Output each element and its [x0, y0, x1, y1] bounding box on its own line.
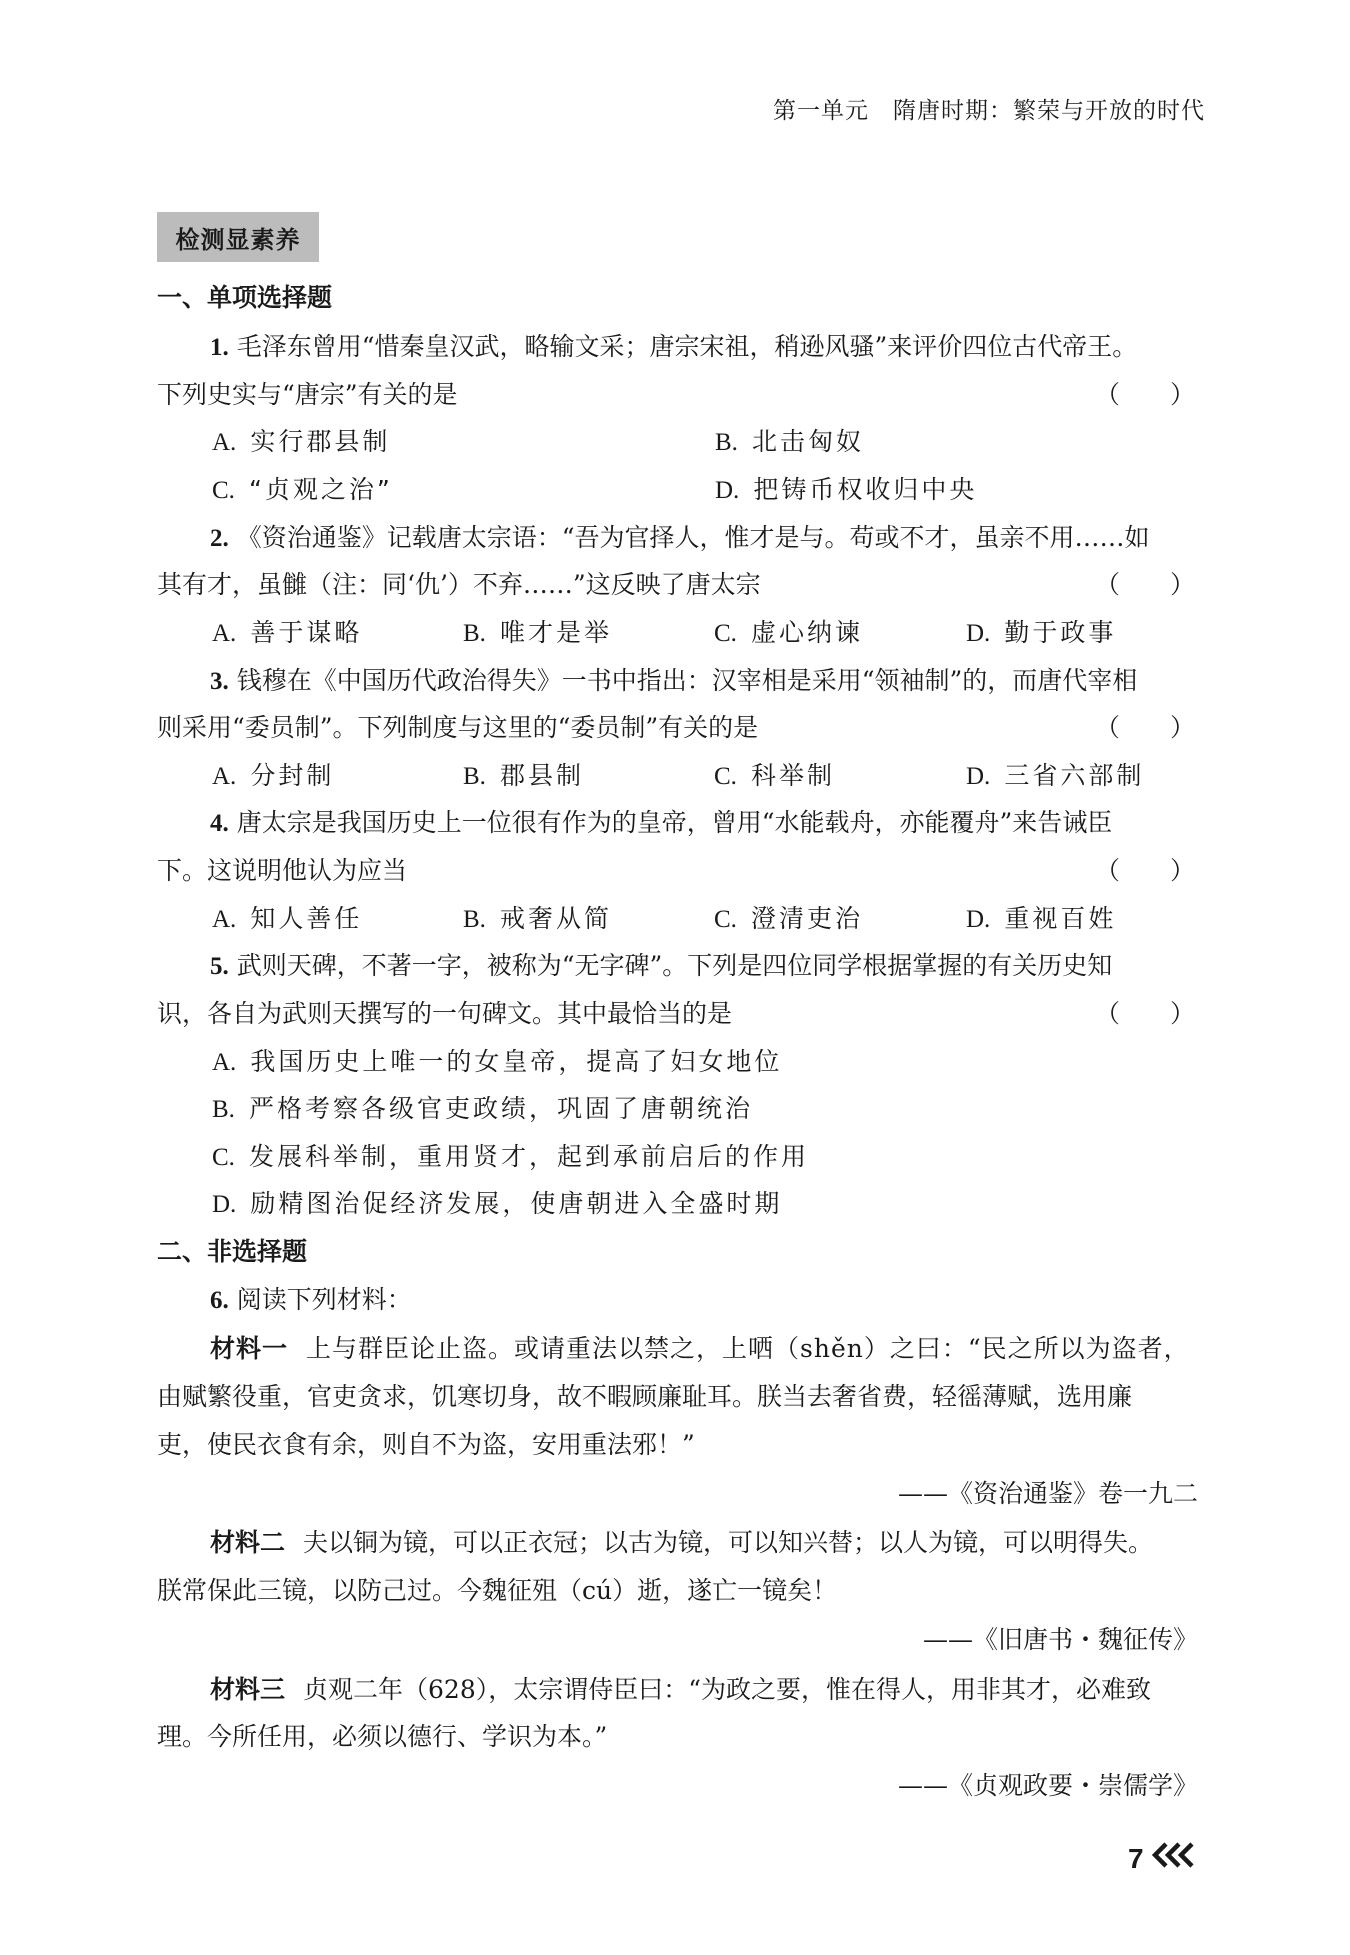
answer-blank: （ ） [1094, 713, 1195, 742]
page-footer [1128, 1842, 1196, 1875]
option-c: C. 发展科举制，重用贤才，起到承前启后的作用 [212, 1142, 809, 1171]
material-1-line-3: 吏，使民衣食有余，则自不为盗，安用重法邪！” [157, 1430, 695, 1459]
material-label: 材料一 [210, 1334, 289, 1363]
question-text: 阅读下列材料： [236, 1285, 412, 1314]
option-c: C. 虚心纳谏 [714, 618, 863, 647]
material-2-line-2: 朕常保此三镜，以防己过。今魏征殂（cú）逝，遂亡一镜矣！ [157, 1576, 838, 1605]
question-text: 武则天碑，不著一字，被称为“无字碑”。下列是四位同学根据掌握的有关历史知 [236, 951, 1113, 980]
question-text: 毛泽东曾用“惜秦皇汉武，略输文采；唐宗宋祖，稍逊风骚”来评价四位古代帝王。 [236, 332, 1138, 361]
part-one-heading: 一、单项选择题 [157, 283, 333, 312]
material-2-source: ——《旧唐书・魏征传》 [922, 1625, 1198, 1654]
question-2-line-2: 其有才，虽雠（注：同‘仇’）不弃……”这反映了唐太宗 [157, 570, 761, 599]
question-number: 1. [210, 334, 229, 361]
part-two-heading: 二、非选择题 [157, 1237, 308, 1266]
option-d: D. 重视百姓 [966, 904, 1117, 933]
option-a: A. 我国历史上唯一的女皇帝，提高了妇女地位 [212, 1047, 783, 1076]
option-a: A. 实行郡县制 [212, 427, 391, 456]
option-a: A. 分封制 [212, 761, 335, 790]
option-b: B. 严格考察各级官吏政绩，巩固了唐朝统治 [212, 1094, 753, 1123]
material-1-line-2: 由赋繁役重，官吏贪求，饥寒切身，故不暇顾廉耻耳。朕当去奢省费，轻徭薄赋，选用廉 [157, 1382, 1133, 1411]
question-6-line-1 [210, 1285, 412, 1316]
question-number: 5. [210, 953, 229, 980]
material-label: 材料二 [210, 1528, 286, 1557]
question-text: 唐太宗是我国历史上一位很有作为的皇帝，曾用“水能载舟，亦能覆舟”来告诫臣 [236, 808, 1113, 837]
question-4-line-2: 下。这说明他认为应当 [157, 856, 408, 885]
option-d: D. 励精图治促经济发展，使唐朝进入全盛时期 [212, 1189, 783, 1218]
answer-blank: （ ） [1094, 999, 1195, 1028]
material-1-line-1: 材料一 上与群臣论止盗。或请重法以禁之，上哂（shěn）之曰：“民之所以为盗者， [210, 1334, 1190, 1363]
answer-blank: （ ） [1094, 380, 1195, 409]
material-3-source: ——《贞观政要・崇儒学》 [897, 1771, 1198, 1800]
triple-chevron-left-icon [1152, 1842, 1196, 1875]
answer-blank: （ ） [1094, 570, 1195, 599]
question-number: 3. [210, 668, 229, 695]
question-1-line-1 [210, 332, 1137, 363]
question-2-line-1 [210, 523, 1150, 554]
answer-blank: （ ） [1094, 856, 1195, 885]
question-number: 6. [210, 1287, 229, 1314]
material-3-line-2: 理。今所任用，必须以德行、学识为本。” [157, 1722, 608, 1751]
question-number: 4. [210, 810, 229, 837]
material-3-line-1: 材料三 贞观二年（628），太宗谓侍臣曰：“为政之要，惟在得人，用非其才，必难致 [210, 1675, 1152, 1704]
question-4-line-1 [210, 808, 1112, 839]
option-b: B. 唯才是举 [463, 618, 612, 647]
question-5-line-2: 识，各自为武则天撰写的一句碑文。其中最恰当的是 [157, 999, 733, 1028]
option-b: B. 戒奢从简 [463, 904, 612, 933]
running-header: 第一单元 隋唐时期：繁荣与开放的时代 [773, 98, 1205, 124]
option-c: C. 科举制 [714, 761, 835, 790]
question-5-line-1 [210, 951, 1112, 982]
question-text: 《资治通鉴》记载唐太宗语：“吾为官择人，惟才是与。苟或不才，虽亲不用……如 [236, 523, 1150, 552]
question-3-line-1 [210, 666, 1137, 697]
material-label: 材料三 [210, 1675, 286, 1704]
option-d: D. 把铸币权收归中央 [715, 475, 978, 504]
section-badge: 检测显素养 [157, 212, 319, 262]
question-3-line-2: 则采用“委员制”。下列制度与这里的“委员制”有关的是 [157, 713, 759, 742]
option-c: C. 澄清吏治 [714, 904, 863, 933]
option-d: D. 三省六部制 [966, 761, 1145, 790]
material-1-source: ——《资治通鉴》卷一九二 [897, 1479, 1198, 1508]
option-b: B. 北击匈奴 [715, 427, 864, 456]
question-number: 2. [210, 525, 229, 552]
option-c: C. “贞观之治” [212, 475, 393, 504]
question-text: 钱穆在《中国历代政治得失》一书中指出：汉宰相是采用“领袖制”的，而唐代宰相 [236, 666, 1138, 695]
question-1-line-2: 下列史实与“唐宗”有关的是 [157, 380, 458, 409]
option-a: A. 善于谋略 [212, 618, 363, 647]
option-b: B. 郡县制 [463, 761, 584, 790]
option-a: A. 知人善任 [212, 904, 363, 933]
material-2-line-1: 材料二 夫以铜为镜，可以正衣冠；以古为镜，可以知兴替；以人为镜，可以明得失。 [210, 1528, 1154, 1557]
page-number: 7 [1128, 1842, 1144, 1874]
option-d: D. 勤于政事 [966, 618, 1117, 647]
